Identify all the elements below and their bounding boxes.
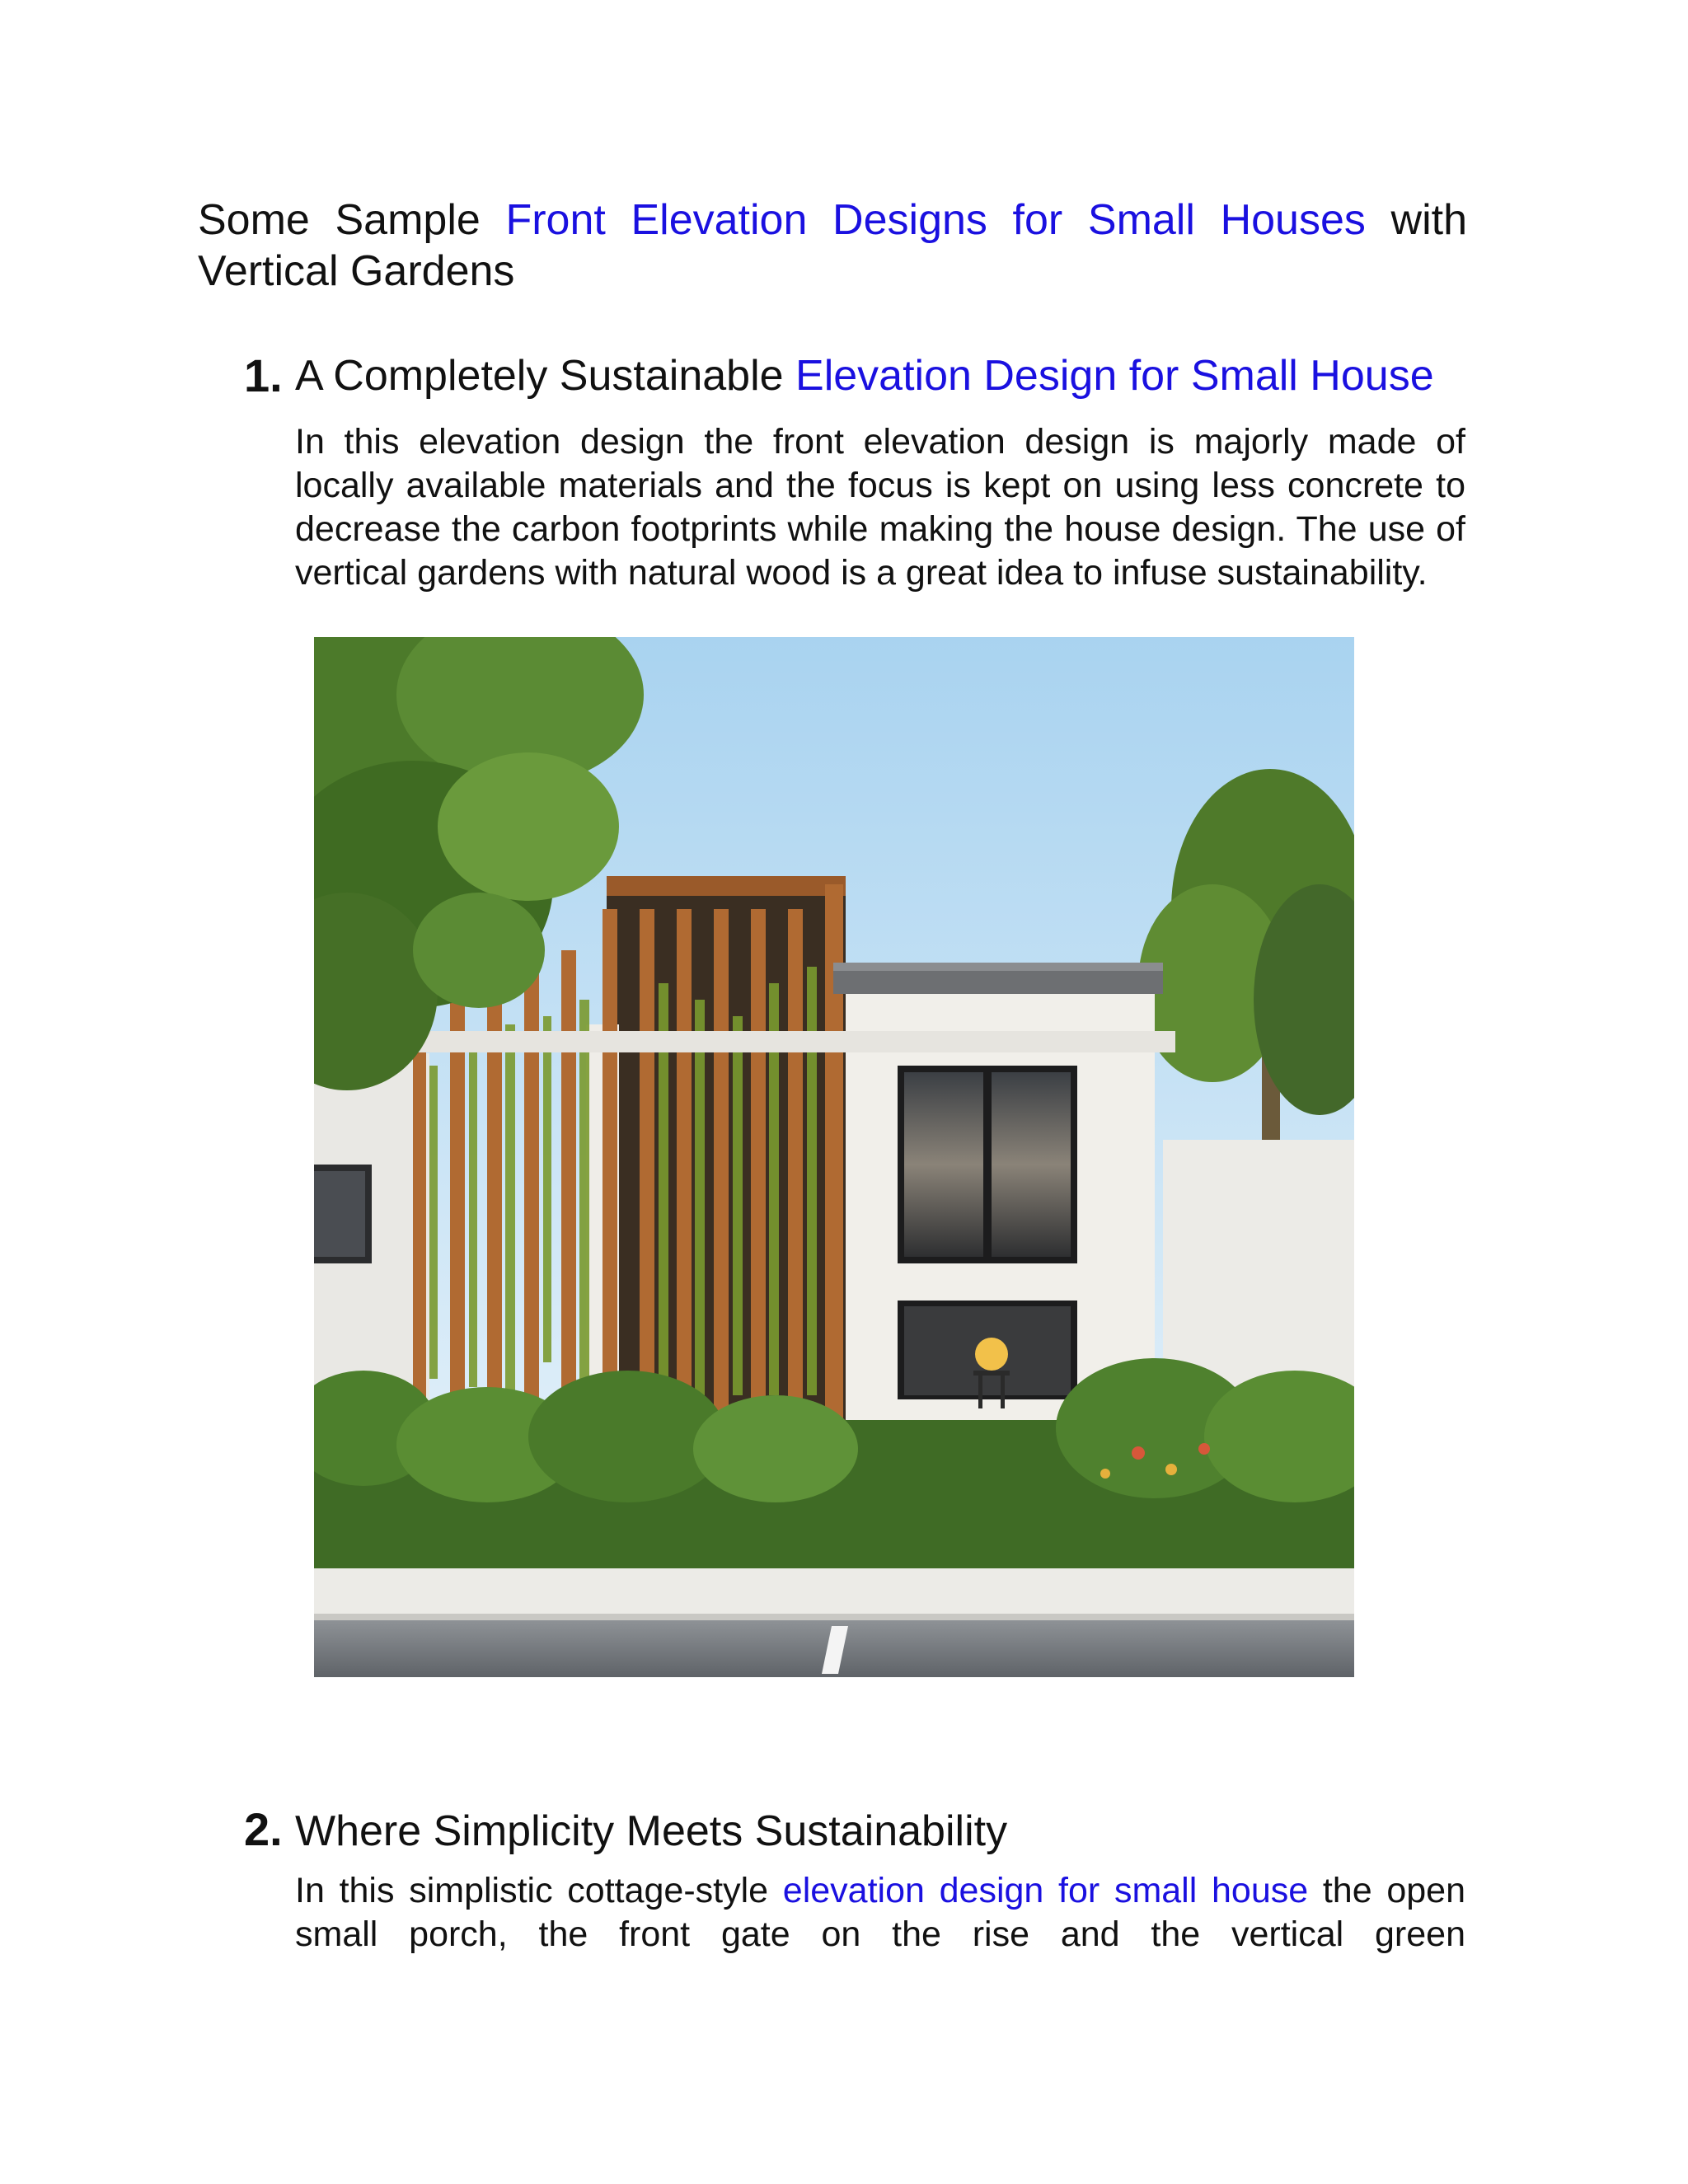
intro-link[interactable]: Front Elevation Designs for Small Houses: [505, 196, 1366, 244]
section-2-heading: Where Simplicity Meets Sustainability: [295, 1807, 1008, 1855]
section-2-body-link[interactable]: elevation design for small house: [782, 1871, 1309, 1910]
section-1-heading-text: A Completely Sustainable: [295, 352, 796, 400]
section-1-body: In this elevation design the front elevation design is majorly made of locally available materials and the focus is kept on using less concrete to decrease the carbon footprints while making the house design. The use of vertical gardens with natural wood is a great idea to infuse sustainability.: [295, 422, 1465, 593]
section-2-body: [295, 1869, 1465, 1957]
section-2-body-after: the open small porch, the front gate on the rise and the vertical green: [295, 1871, 1466, 1954]
section-1-number: 1.: [244, 349, 283, 401]
section-1-heading: [295, 349, 1482, 402]
house-elevation-image: [314, 637, 1354, 1677]
intro-text-before: Some Sample: [198, 196, 506, 244]
intro-paragraph: [198, 194, 1467, 297]
section-1-heading-link[interactable]: Elevation Design for Small House: [795, 352, 1434, 400]
section-2-number: 2.: [244, 1803, 283, 1855]
section-2-body-before: In this simplistic cottage-style: [295, 1871, 783, 1910]
intro-text-after: with Vertical Gardens: [198, 196, 1467, 295]
